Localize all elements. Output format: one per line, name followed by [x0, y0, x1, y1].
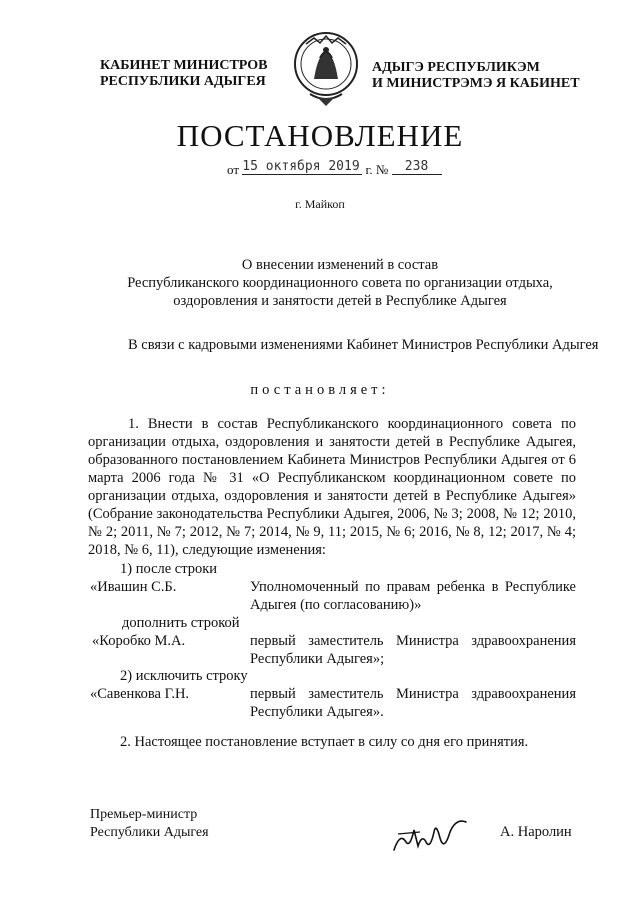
header-left-line1: КАБИНЕТ МИНИСТРОВ — [100, 58, 268, 73]
resolves-heading: постановляет: — [250, 382, 390, 398]
date-prefix: от — [227, 162, 240, 177]
row2-desc: первый заместитель Министра здравоохранения Республики Адыгея»; — [250, 633, 576, 667]
header-left-line2: РЕСПУБЛИКИ АДЫГЕЯ — [100, 74, 266, 89]
document-date: 15 октября 2019 — [242, 159, 362, 175]
row2-name: «Коробко М.А. — [92, 633, 186, 649]
year-suffix: г. — [365, 162, 373, 177]
header-left — [100, 58, 300, 90]
intro-paragraph: В связи с кадровыми изменениями Кабинет Министров Республики Адыгея — [128, 337, 599, 353]
subject-line3: оздоровления и занятости детей в Республике Адыгея — [173, 293, 507, 309]
row1-name: «Ивашин С.Б. — [90, 579, 177, 595]
date-number-line — [227, 159, 457, 179]
subject-line2: Республиканского координационного совета по организации отдыха, — [127, 275, 553, 291]
coat-of-arms-icon — [284, 24, 368, 114]
sub-item-2: 2) исключить строку — [120, 668, 248, 684]
subject-line1: О внесении изменений в состав — [241, 257, 439, 273]
add-line: дополнить строкой — [122, 615, 240, 631]
document-subject — [80, 256, 600, 310]
header-right — [372, 60, 612, 92]
header-right-line2: И МИНИСТРЭМЭ Я КАБИНЕТ — [372, 76, 580, 91]
document-title: ПОСТАНОВЛЕНИЕ — [176, 118, 464, 153]
item-1-paragraph: 1. Внести в состав Республиканского координационного совета по организации отдыха, оздоровления и занятости детей в Республике Адыгея, образованного постановлением Кабинета Министров Республики Адыгея от 6 марта 2006 года № 31 «О Республиканском координационном совете по организации отдыха, оздоровления и занятости детей в Республике Адыгея» (Собрание законодательства Республики Адыгея, 2006, № 3; 2008, № 12; 2010, № 2; 2011, № 7; 2012, № 7; 2014, № 9, 11; 2015, № 6; 2016, № 8, 12; 2017, № 4; 2018, № 6, 11), следующие изменения: — [88, 416, 576, 558]
number-label: № — [375, 162, 389, 177]
signatory-title-line2: Республики Адыгея — [90, 825, 209, 840]
row3-desc: первый заместитель Министра здравоохранения Республики Адыгея». — [250, 686, 576, 720]
signatory-title-line1: Премьер-министр — [90, 807, 198, 822]
handwritten-signature-icon — [390, 812, 470, 856]
item-2-paragraph: 2. Настоящее постановление вступает в силу со дня его принятия. — [120, 734, 529, 750]
document-number: 238 — [392, 159, 442, 175]
city: г. Майкоп — [295, 197, 345, 211]
row1-desc: Уполномоченный по правам ребенка в Республике Адыгея (по согласованию)» — [250, 579, 576, 613]
header-right-line1: АДЫГЭ РЕСПУБЛИКЭМ — [372, 60, 540, 75]
signatory-name: А. Наролин — [500, 824, 572, 840]
sub-item-1: 1) после строки — [120, 561, 218, 577]
signatory-title — [90, 806, 209, 842]
row3-name: «Савенкова Г.Н. — [90, 686, 190, 702]
